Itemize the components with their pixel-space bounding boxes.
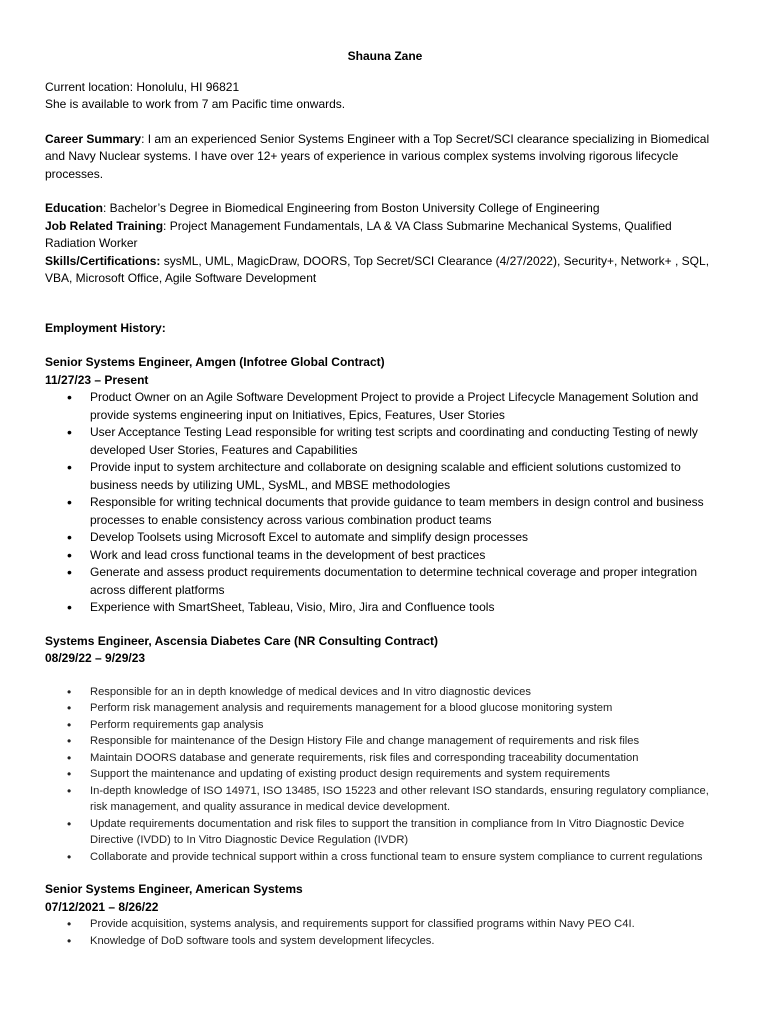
career-summary-text: : I am an experienced Senior Systems Engineer with a Top Secret/SCI clearance specializing in Biomedical and Navy Nuclear systems. I have over 12+ years of experience in various complex systems involving rigorous lifecycle processes. — [45, 131, 710, 181]
list-item: • Knowledge of DoD software tools and system development lifecycles. — [90, 933, 725, 950]
job-entry — [45, 354, 725, 617]
list-item: • Maintain DOORS database and generate requirements, risk files and corresponding traceability documentation — [90, 750, 725, 767]
list-item: • Generate and assess product requirements documentation to determine technical coverage and proper integration across different platforms — [90, 564, 725, 599]
job-dates: 11/27/23 – Present — [45, 372, 149, 387]
job-dates: 07/12/2021 – 8/26/22 — [45, 899, 159, 914]
job-entry — [45, 633, 725, 866]
list-item: • In-depth knowledge of ISO 14971, ISO 13485, ISO 15223 and other relevant ISO standards, ensuring regulatory compliance, risk management, and quality assurance in medical device development. — [90, 783, 725, 816]
spacer — [45, 183, 725, 200]
job-bullets — [45, 916, 725, 949]
list-item: • Experience with SmartSheet, Tableau, Visio, Miro, Jira and Confluence tools — [90, 599, 725, 617]
current-location: Current location: Honolulu, HI 96821 — [45, 79, 240, 94]
education-text: : Bachelor’s Degree in Biomedical Engineering from Boston University College of Engineering — [103, 201, 600, 215]
job-title: Senior Systems Engineer, American Systems — [45, 882, 303, 896]
list-item: • Perform risk management analysis and requirements management for a blood glucose monitoring system — [90, 700, 725, 717]
education-label: Education — [45, 201, 104, 215]
career-summary — [45, 131, 725, 184]
list-item: • Responsible for writing technical documents that provide guidance to team members in design control and business processes to enable consistency across various combination product teams — [90, 494, 725, 529]
job-training — [45, 218, 725, 253]
career-summary-label: Career Summary — [45, 131, 142, 146]
list-item: • Perform requirements gap analysis — [90, 717, 725, 734]
skills-certifications — [45, 253, 725, 288]
spacer — [45, 288, 725, 320]
list-item: • Develop Toolsets using Microsoft Excel to automate and simplify design processes — [90, 529, 725, 547]
resume-content — [45, 48, 725, 949]
skills-label: Skills/Certifications: — [45, 253, 161, 268]
list-item: • Update requirements documentation and risk files to support the transition in compliance from In Vitro Diagnostic Device Directive (IVDD) to In Vitro Diagnostic Device Regulation (IVDR) — [90, 816, 725, 849]
availability-note: She is available to work from 7 am Pacific time onwards. — [45, 97, 346, 111]
list-item: • Provide acquisition, systems analysis, and requirements support for classified programs within Navy PEO C4I. — [90, 916, 725, 933]
list-item: • Collaborate and provide technical support within a cross functional team to ensure system compliance to current regulations — [90, 849, 725, 866]
list-item: • Responsible for maintenance of the Design History File and change management of requirements and risk files — [90, 733, 725, 750]
job-training-label: Job Related Training — [45, 218, 164, 233]
list-item: • Product Owner on an Agile Software Development Project to provide a Project Lifecycle Management Solution and provide systems engineering input on Initiatives, Epics, Features, User Stories — [90, 389, 725, 424]
list-item: • Responsible for an in depth knowledge of medical devices and In vitro diagnostic devices — [90, 684, 725, 701]
job-bullets — [45, 684, 725, 866]
list-item: • Provide input to system architecture and collaborate on designing scalable and efficient solutions customized to business needs by utilizing UML, SysML, and MBSE methodologies — [90, 459, 725, 494]
spacer — [45, 617, 725, 633]
list-item: • User Acceptance Testing Lead responsible for writing test scripts and coordinating and conducting Testing of newly developed User Stories, Features and Capabilities — [90, 424, 725, 459]
job-title: Senior Systems Engineer, Amgen (Infotree Global Contract) — [45, 355, 385, 369]
job-entry — [45, 881, 725, 949]
job-dates: 08/29/22 – 9/29/23 — [45, 651, 146, 665]
education — [45, 200, 725, 218]
spacer — [45, 865, 725, 881]
list-item: • Support the maintenance and updating of existing product design requirements and system requirements — [90, 766, 725, 783]
job-bullets — [45, 389, 725, 617]
spacer — [45, 337, 725, 354]
skills-text: sysML, UML, MagicDraw, DOORS, Top Secret/SCI Clearance (4/27/2022), Security+, Network+ , SQL, VBA, Microsoft Office, Agile Software Development — [45, 253, 710, 285]
employment-history-heading: Employment History: — [45, 320, 166, 335]
job-title: Systems Engineer, Ascensia Diabetes Care (NR Consulting Contract) — [45, 633, 438, 648]
candidate-name: Shauna Zane — [347, 49, 423, 63]
spacer — [45, 668, 725, 684]
job-training-text: : Project Management Fundamentals, LA & VA Class Submarine Mechanical Systems, Qualified Radiation Worker — [45, 218, 672, 250]
spacer — [45, 114, 725, 131]
list-item: • Work and lead cross functional teams in the development of best practices — [90, 547, 725, 565]
